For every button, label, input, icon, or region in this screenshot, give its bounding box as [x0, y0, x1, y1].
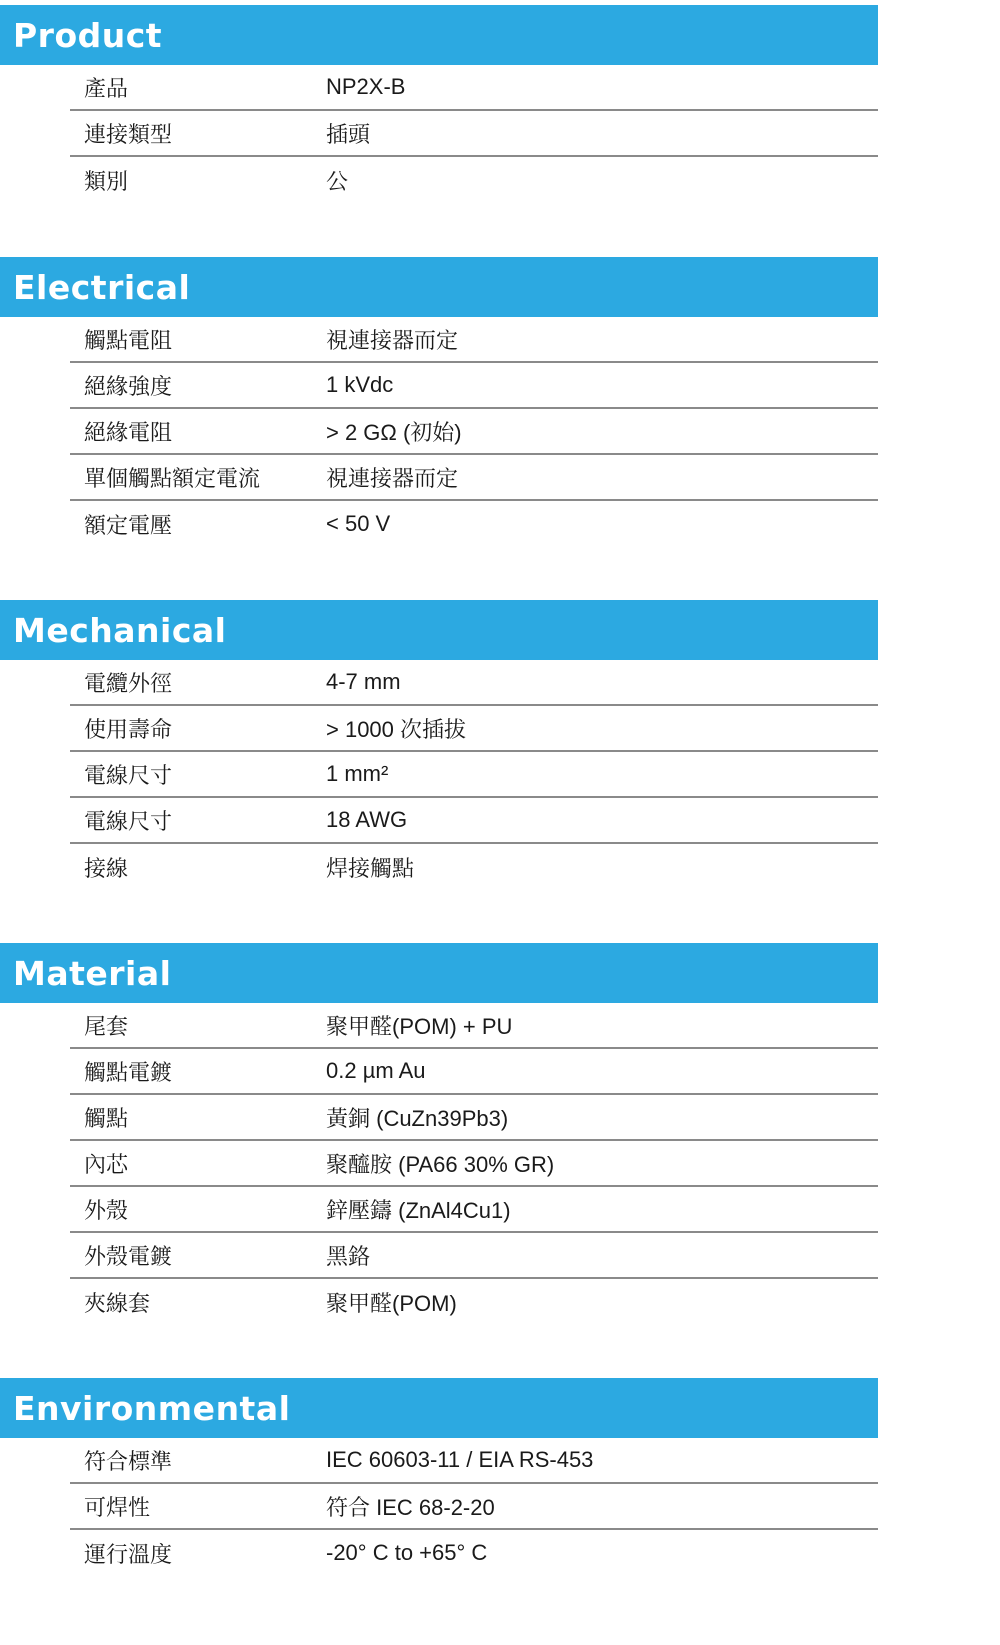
table-row	[70, 844, 878, 890]
spec-label: 產品	[84, 75, 129, 101]
spec-value: NP2X-B	[326, 74, 406, 99]
section-electrical	[0, 257, 1000, 547]
spec-label: 尾套	[84, 1013, 129, 1039]
spec-value: 1 mm²	[326, 761, 389, 786]
section-title: Mechanical	[13, 610, 227, 650]
spec-table	[70, 317, 878, 547]
section-title: Material	[13, 953, 172, 993]
spec-value: < 50 V	[326, 511, 391, 536]
table-row	[70, 1484, 878, 1530]
table-row	[70, 1003, 878, 1049]
section-mechanical	[0, 600, 1000, 890]
spec-label: 連接類型	[84, 121, 173, 147]
section-material	[0, 943, 1000, 1325]
spec-label: 接線	[84, 855, 129, 881]
spec-label: 電線尺寸	[84, 762, 173, 788]
table-row	[70, 1279, 878, 1325]
section-header	[0, 1378, 878, 1438]
table-row	[70, 660, 878, 706]
table-row	[70, 157, 878, 203]
spec-table	[70, 660, 878, 890]
section-title: Product	[13, 15, 163, 55]
spec-label: 夾線套	[84, 1290, 151, 1316]
spec-label: 電纜外徑	[84, 670, 173, 696]
spec-value: 1 kVdc	[326, 372, 394, 397]
table-row	[70, 65, 878, 111]
section-title: Electrical	[13, 267, 191, 307]
spec-value: 鋅壓鑄 (ZnAl4Cu1)	[326, 1197, 511, 1223]
spec-value: -20° C to +65° C	[326, 1540, 488, 1565]
spec-value: 聚甲醛(POM)	[326, 1290, 457, 1316]
spec-value: > 2 GΩ (初始)	[326, 419, 462, 445]
spec-value: 視連接器而定	[326, 465, 459, 491]
spec-value: 0.2 µm Au	[326, 1058, 426, 1083]
section-header	[0, 600, 878, 660]
spec-value: 黃銅 (CuZn39Pb3)	[326, 1105, 509, 1131]
spec-table	[70, 1438, 878, 1576]
spec-value: 符合 IEC 68-2-20	[326, 1494, 495, 1520]
spec-label: 可焊性	[84, 1494, 151, 1520]
table-row	[70, 1049, 878, 1095]
spec-label: 外殼電鍍	[84, 1243, 173, 1269]
spec-value: 公	[326, 168, 349, 194]
spec-label: 額定電壓	[84, 512, 173, 538]
spec-value: 焊接觸點	[326, 855, 415, 881]
spec-label: 外殼	[84, 1197, 129, 1223]
table-row	[70, 409, 878, 455]
table-row	[70, 1530, 878, 1576]
table-row	[70, 706, 878, 752]
spec-label: 觸點電阻	[84, 327, 173, 353]
table-row	[70, 1233, 878, 1279]
table-row	[70, 1187, 878, 1233]
spec-value: 18 AWG	[326, 807, 408, 832]
table-row	[70, 111, 878, 157]
spec-value: 插頭	[326, 121, 371, 147]
spec-label: 類別	[84, 168, 129, 194]
table-row	[70, 798, 878, 844]
spec-label: 絕緣強度	[84, 373, 173, 399]
spec-label: 內芯	[84, 1151, 129, 1177]
table-row	[70, 1141, 878, 1187]
table-row	[70, 1438, 878, 1484]
table-row	[70, 363, 878, 409]
section-environmental	[0, 1378, 1000, 1576]
table-row	[70, 455, 878, 501]
spec-label: 觸點	[84, 1105, 129, 1131]
table-row	[70, 752, 878, 798]
spec-value: 聚甲醛(POM) + PU	[326, 1013, 513, 1039]
spec-table	[70, 65, 878, 203]
spec-value: 聚醯胺 (PA66 30% GR)	[326, 1151, 555, 1177]
spec-label: 絕緣電阻	[84, 419, 173, 445]
spec-label: 單個觸點額定電流	[84, 465, 261, 491]
section-product	[0, 5, 1000, 203]
spec-label: 運行溫度	[84, 1541, 173, 1567]
spec-label: 符合標準	[84, 1448, 173, 1474]
section-title: Environmental	[13, 1388, 291, 1428]
spec-value: 視連接器而定	[326, 327, 459, 353]
spec-value: > 1000 次插拔	[326, 716, 467, 742]
spec-label: 使用壽命	[84, 716, 173, 742]
table-row	[70, 1095, 878, 1141]
spec-value: 黑鉻	[326, 1243, 371, 1269]
section-header	[0, 5, 878, 65]
spec-value: 4-7 mm	[326, 669, 401, 694]
section-header	[0, 257, 878, 317]
spec-label: 電線尺寸	[84, 808, 173, 834]
table-row	[70, 501, 878, 547]
spec-value: IEC 60603-11 / EIA RS-453	[326, 1447, 594, 1472]
spec-label: 觸點電鍍	[84, 1059, 173, 1085]
spec-table	[70, 1003, 878, 1325]
table-row	[70, 317, 878, 363]
section-header	[0, 943, 878, 1003]
